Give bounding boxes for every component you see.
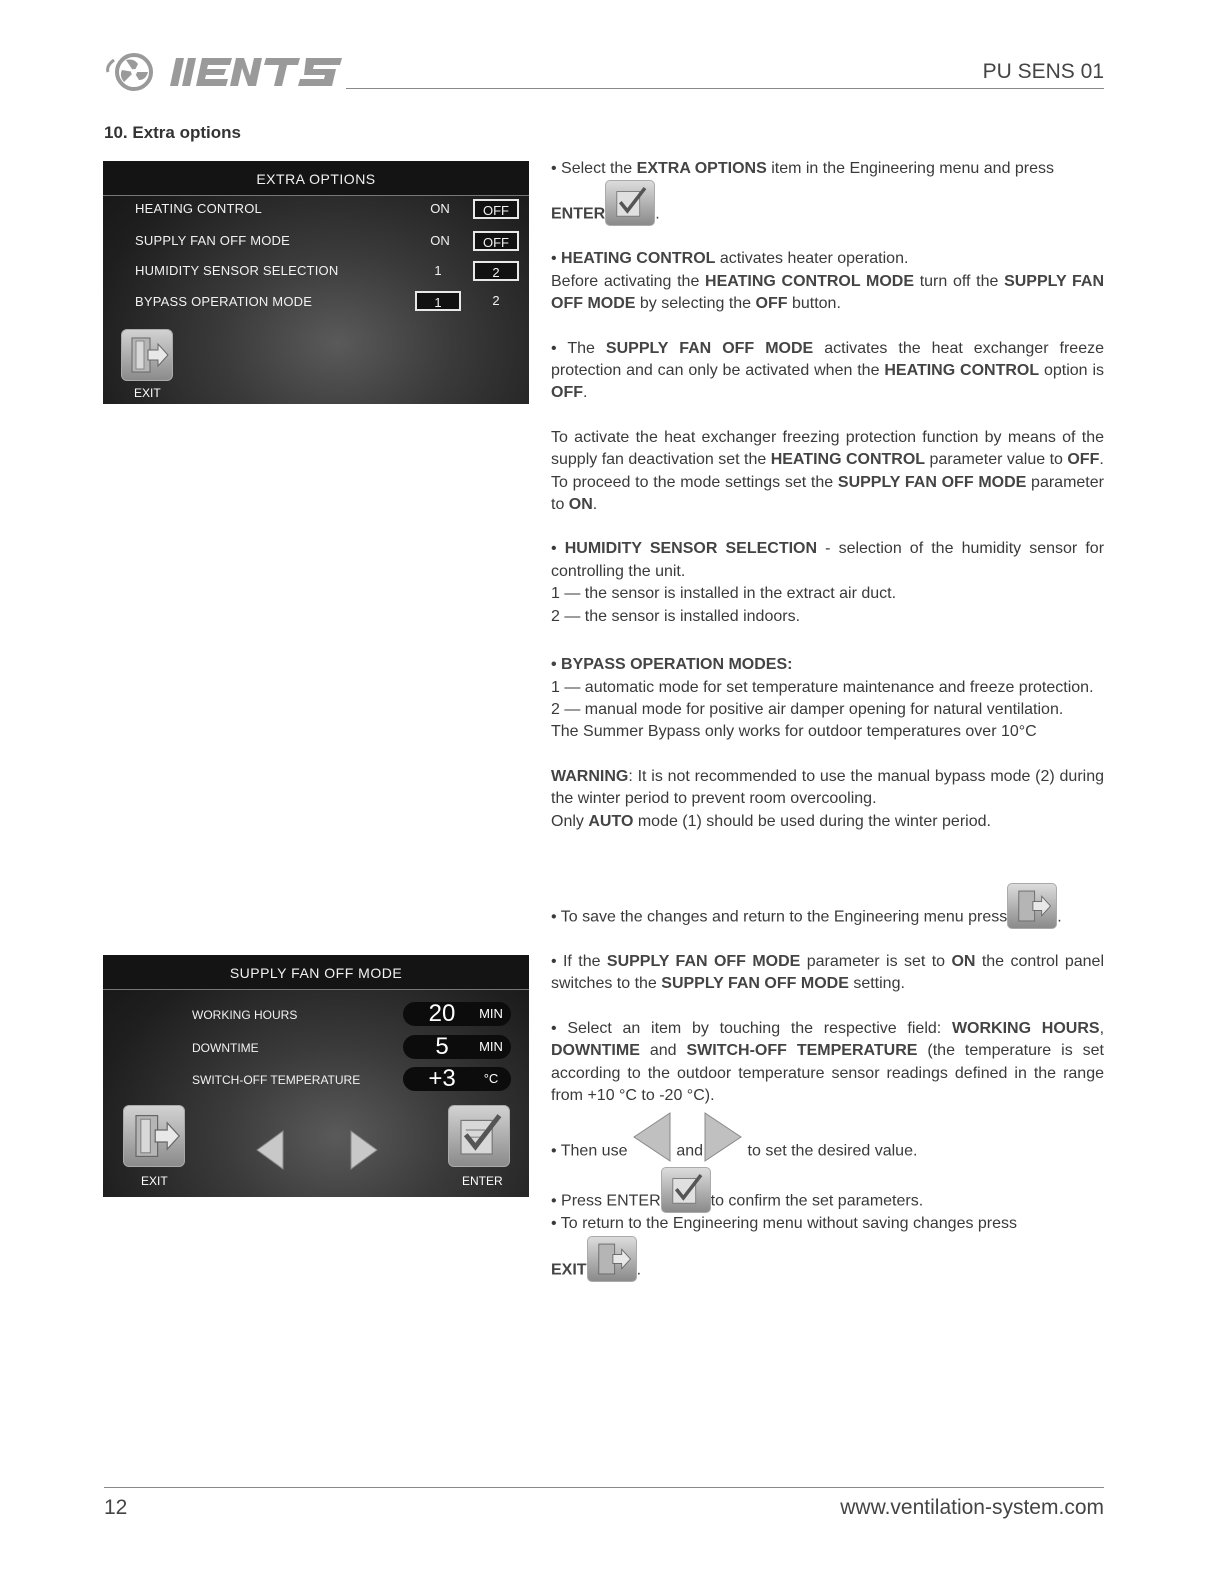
- switch-off-temperature-value: +3: [428, 1065, 456, 1092]
- enter-checkmark-icon: [605, 180, 655, 226]
- para-bypass-modes: • BYPASS OPERATION MODES: 1 — automatic mode for set temperature maintenance and freeze protection. 2 — manual mode for positive air damper opening for natural ventilation. The Summer Bypass only works for outdoor temperatures over 10°C: [551, 656, 1094, 741]
- para-return-without-saving: • To return to the Engineering menu without saving changes press EXIT .: [551, 1213, 1104, 1281]
- downtime-unit: MIN: [479, 1039, 503, 1054]
- arrow-left-icon: [632, 1111, 672, 1163]
- para-warning: WARNING: It is not recommended to use the manual bypass mode (2) during the winter period to prevent room overcooling. Only AUTO mode (1) should be used during the winter period.: [551, 767, 1104, 830]
- option-heating-off[interactable]: OFF: [473, 199, 519, 219]
- para-then-use: • Then use and to set the desired value.: [551, 1111, 1104, 1163]
- switch-off-temperature-unit: °C: [483, 1071, 499, 1086]
- instructions-text: [551, 158, 1104, 833]
- working-hours-label: WORKING HOURS: [192, 1008, 298, 1022]
- working-hours-value: 20: [428, 1000, 456, 1027]
- arrow-right-icon: [703, 1111, 743, 1163]
- option-supply-fan-on[interactable]: ON: [430, 233, 450, 248]
- para-select-item: • Select an item by touching the respective field: WORKING HOURS, DOWNTIME and SWITCH-OFF TEMPERATURE (the temperature is set according to the outdoor temperature sensor readings defined in the range from +10 °C to -20 °C).: [551, 1019, 1105, 1105]
- option-bypass-1[interactable]: 1: [415, 291, 461, 311]
- para-mode-settings: To proceed to the mode settings set the SUPPLY FAN OFF MODE parameter to ON.: [551, 473, 1104, 514]
- exit-button[interactable]: [123, 1105, 185, 1167]
- downtime-field[interactable]: [403, 1035, 511, 1059]
- enter-button[interactable]: [448, 1105, 510, 1167]
- option-label-heating-control: HEATING CONTROL: [135, 201, 262, 216]
- option-heating-on[interactable]: ON: [430, 201, 450, 216]
- para-select-extra-options: • Select the EXTRA OPTIONS item in the Engineering menu and press ENTER .: [551, 158, 1104, 226]
- screen-title: SUPPLY FAN OFF MODE: [103, 955, 529, 990]
- para-heating-control: • HEATING CONTROL activates heater operation. Before activating the HEATING CONTROL MODE turn off the SUPPLY FAN OFF MODE by selecting the OFF button.: [551, 250, 1105, 313]
- downtime-value: 5: [435, 1033, 449, 1060]
- option-humidity-1[interactable]: 1: [434, 263, 442, 278]
- exit-door-icon: [587, 1236, 637, 1282]
- header-divider: [346, 88, 1104, 89]
- website-url: www.ventilation-system.com: [840, 1496, 1104, 1519]
- downtime-label: DOWNTIME: [192, 1041, 259, 1055]
- para-if-supply-fan: • If the SUPPLY FAN OFF MODE parameter is set to ON the control panel switches to the SUPPLY FAN OFF MODE setting.: [551, 953, 1105, 993]
- exit-button[interactable]: [121, 329, 173, 381]
- screen-title: EXTRA OPTIONS: [103, 161, 529, 196]
- arrow-left-icon[interactable]: [255, 1129, 285, 1171]
- supply-fan-instructions-text: [551, 951, 1104, 1282]
- page-number: 12: [104, 1496, 128, 1519]
- switch-off-temperature-label: SWITCH-OFF TEMPERATURE: [192, 1073, 361, 1087]
- working-hours-unit: MIN: [479, 1006, 503, 1021]
- exit-door-icon: [1007, 883, 1057, 929]
- option-label-bypass-mode: BYPASS OPERATION MODE: [135, 294, 313, 309]
- option-bypass-2[interactable]: 2: [492, 293, 500, 308]
- exit-button-label: EXIT: [141, 1174, 168, 1188]
- model-name: PU SENS 01: [982, 60, 1104, 83]
- exit-door-icon: [124, 1106, 184, 1166]
- option-supply-fan-off[interactable]: OFF: [473, 231, 519, 251]
- extra-options-screen: [103, 161, 529, 404]
- exit-button-label: EXIT: [134, 386, 161, 400]
- working-hours-field[interactable]: [403, 1002, 511, 1026]
- supply-fan-off-mode-screen: [103, 955, 529, 1197]
- para-press-enter: • Press ENTER to confirm the set parameters.: [551, 1167, 1104, 1213]
- para-supply-fan-off: • The SUPPLY FAN OFF MODE activates the heat exchanger freeze protection and can only be activated when the HEATING CONTROL option is OFF.: [551, 339, 1105, 402]
- option-label-humidity-sensor: HUMIDITY SENSOR SELECTION: [135, 263, 339, 278]
- enter-button-label: ENTER: [462, 1174, 503, 1188]
- option-humidity-2[interactable]: 2: [473, 261, 519, 281]
- vents-logo: [104, 52, 348, 92]
- section-title: 10. Extra options: [104, 123, 241, 142]
- para-humidity-sensor: • HUMIDITY SENSOR SELECTION - selection of the humidity sensor for controlling the unit. 1 — the sensor is installed in the extract air duct. 2 — the sensor is installed indoors.: [551, 540, 1105, 625]
- arrow-right-icon[interactable]: [349, 1129, 379, 1171]
- enter-checkmark-icon: [661, 1167, 711, 1213]
- checkmark-icon: [449, 1106, 509, 1166]
- exit-door-icon: [122, 330, 172, 380]
- option-label-supply-fan-off-mode: SUPPLY FAN OFF MODE: [135, 233, 291, 248]
- switch-off-temperature-field[interactable]: [403, 1067, 511, 1091]
- footer-divider: [104, 1487, 1104, 1488]
- save-changes-text: • To save the changes and return to the Engineering menu press .: [551, 883, 1104, 929]
- para-freeze-protection: To activate the heat exchanger freezing protection function by means of the supply fan deactivation set the HEATING CONTROL parameter value to OFF.: [551, 428, 1104, 469]
